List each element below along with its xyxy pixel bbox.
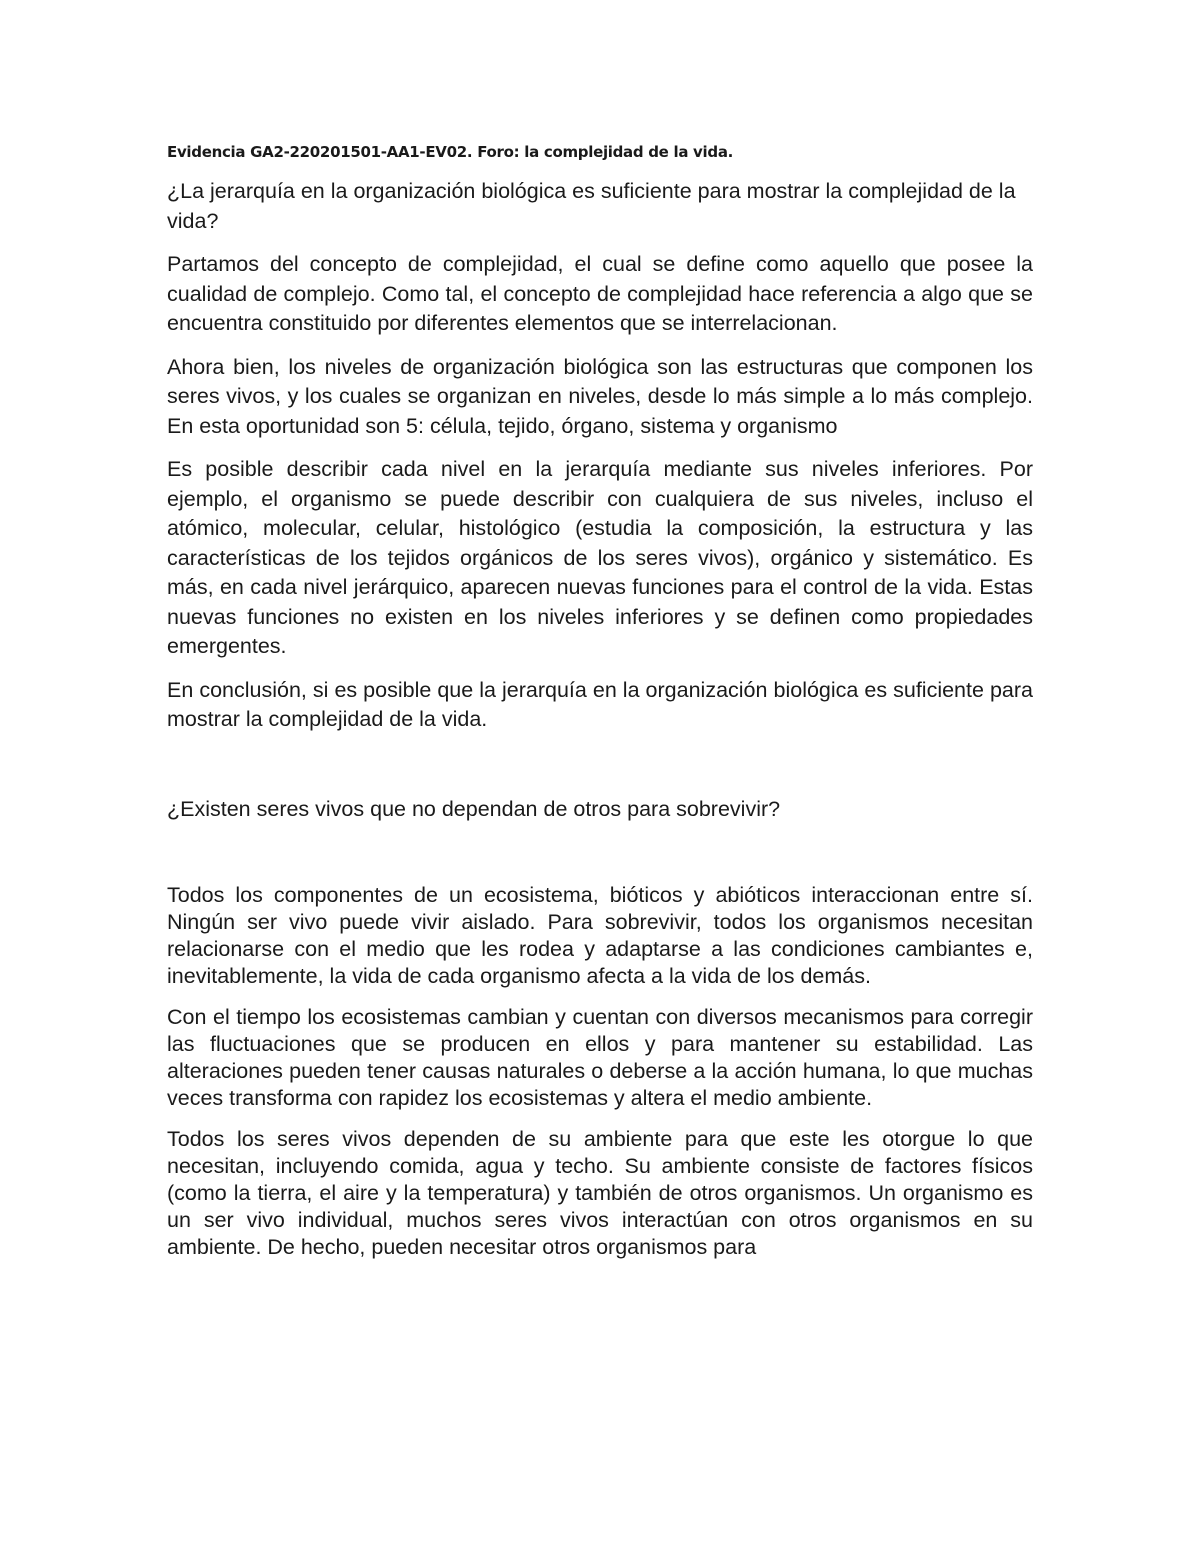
question-1: ¿La jerarquía en la organización biológica es suficiente para mostrar la complejidad de la vida? xyxy=(167,179,1016,233)
paragraph-dependence: Todos los seres vivos dependen de su ambiente para que este les otorgue lo que necesitan, incluyendo comida, agua y techo. Su ambiente consiste de factores físicos (como la tierra, el aire y la temperatura) y también de otros organismos. Un organismo es un ser vivo individual, muchos seres vivos interactúan con otros organismos en su ambiente. De hecho, pueden necesitar otros organismos para xyxy=(167,1127,1033,1259)
spacer xyxy=(167,749,1033,795)
document-title: Evidencia GA2-220201501-AA1-EV02. Foro: la complejidad de la vida. xyxy=(167,143,734,161)
paragraph-levels: Ahora bien, los niveles de organización biológica son las estructuras que componen los seres vivos, y los cuales se organizan en niveles, desde lo más simple a lo más complejo. En esta oportunidad son 5: célula, tejido, órgano, sistema y organismo xyxy=(167,354,1033,438)
document-body xyxy=(167,141,1033,1275)
paragraph-definition: Partamos del concepto de complejidad, el cual se define como aquello que posee la cualidad de complejo. Como tal, el concepto de complejidad hace referencia a algo que se encuentra constituido por diferentes elementos que se interrelacionan. xyxy=(167,252,1033,335)
paragraph-ecosystem: Todos los componentes de un ecosistema, bióticos y abióticos interaccionan entre sí. Ningún ser vivo puede vivir aislado. Para sobrevivir, todos los organismos necesitan relacionarse con el medio que les rodea y adaptarse a las condiciones cambiantes e, inevitablemente, la vida de cada organismo afecta a la vida de los demás. xyxy=(167,883,1033,988)
paragraph-hierarchy: Es posible describir cada nivel en la jerarquía mediante sus niveles inferiores. Por ejemplo, el organismo se puede describir con cualquiera de sus niveles, incluso el atómico, molecular, celular, histológico (estudia la composición, la estructura y las características de los tejidos orgánicos de los seres vivos), orgánico y sistemático. Es más, en cada nivel jerárquico, aparecen nuevas funciones para el control de la vida. Estas nuevas funciones no existen en los niveles inferiores y se definen como propiedades emergentes. xyxy=(167,457,1033,658)
paragraph-conclusion: En conclusión, si es posible que la jerarquía en la organización biológica es suficiente para mostrar la complejidad de la vida. xyxy=(167,677,1033,731)
spacer xyxy=(167,838,1033,882)
paragraph-changes: Con el tiempo los ecosistemas cambian y cuentan con diversos mecanismos para corregir las fluctuaciones que se producen en ellos y para mantener su estabilidad. Las alteraciones pueden tener causas naturales o deberse a la acción humana, lo que muchas veces transforma con rapidez los ecosistemas y altera el medio ambiente. xyxy=(167,1005,1033,1110)
question-2: ¿Existen seres vivos que no dependan de otros para sobrevivir? xyxy=(167,796,781,821)
